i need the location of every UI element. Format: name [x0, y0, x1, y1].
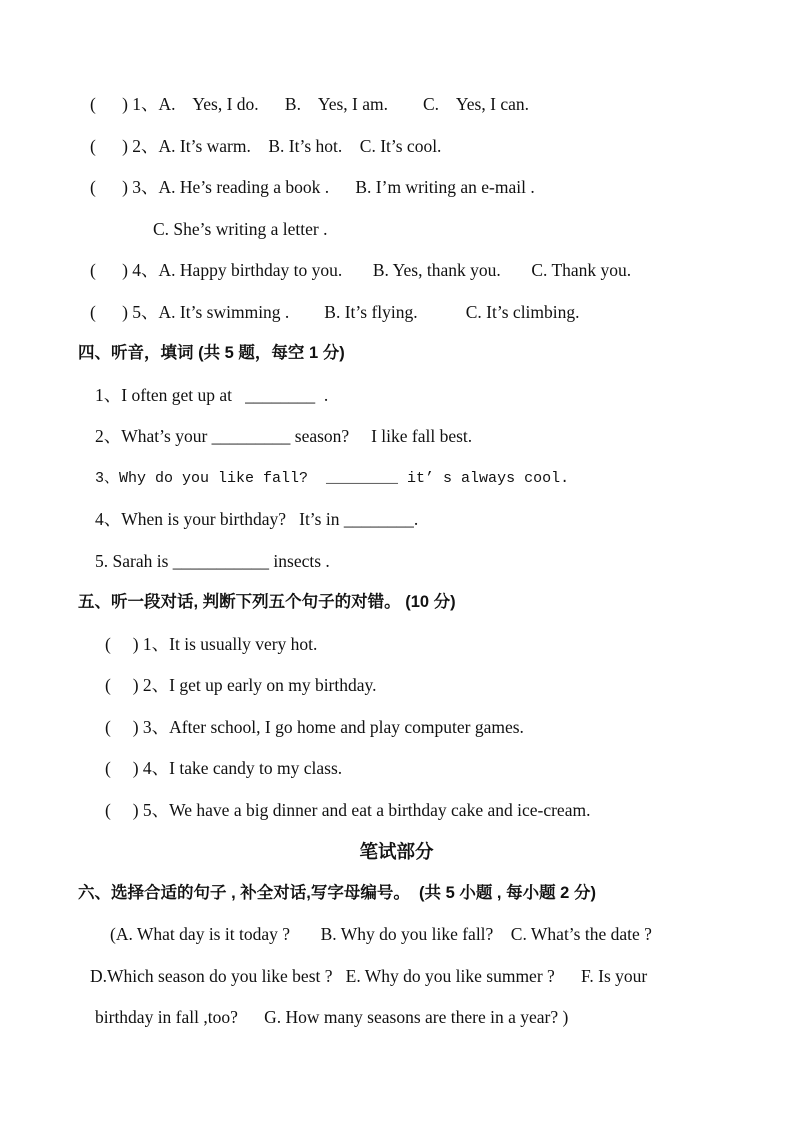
- tf-item-3: ( ) 3、After school, I go home and play computer games.: [105, 716, 524, 737]
- choice-item-2: ( ) 2、A. It’s warm. B. It’s hot. C. It’s cool.: [90, 135, 442, 156]
- section4-heading: 四、听音，填词 (共 5 题，每空 1 分): [78, 344, 345, 362]
- choice-item-4: ( ) 4、A. Happy birthday to you. B. Yes, thank you. C. Thank you.: [90, 260, 632, 280]
- tf-item-1: ( ) 1、It is usually very hot.: [105, 633, 318, 654]
- tf-item-4: ( ) 4、I take candy to my class.: [105, 758, 343, 778]
- listening-choice-section: [0, 84, 793, 333]
- written-part-title: 笔试部分: [359, 841, 434, 862]
- option-bank-line-1: (A. What day is it today ? B. Why do you like fall? C. What’s the date ?: [110, 924, 652, 944]
- choice-item-3: ( ) 3、A. He’s reading a book . B. I’m writing an e-mail .: [90, 177, 535, 197]
- choice-item-3-option-c: C. She’s writing a letter .: [153, 218, 328, 239]
- choice-item-5: ( ) 5、A. It’s swimming . B. It’s flying. C. It’s climbing.: [90, 301, 580, 322]
- fill-item-3: 3、Why do you like fall? ________ it’ s always cool.: [95, 469, 570, 487]
- fill-item-5: 5. Sarah is ___________ insects .: [95, 550, 330, 571]
- fill-item-1: 1、I often get up at ________ .: [95, 384, 329, 405]
- fill-in-words-section: [0, 333, 793, 582]
- option-bank-line-3: birthday in fall ,too? G. How many seasons are there in a year? ): [95, 1007, 569, 1027]
- true-false-section: [0, 582, 793, 831]
- section6-heading: 六、选择合适的句子 , 补全对话,写字母编号。 (共 5 小题 , 每小题 2 分): [78, 883, 596, 902]
- complete-dialogue-section: [0, 873, 793, 1039]
- fill-item-2: 2、What’s your _________ season? I like fall best.: [95, 426, 473, 446]
- tf-item-5: ( ) 5、We have a big dinner and eat a birthday cake and ice-cream.: [105, 799, 591, 820]
- tf-item-2: ( ) 2、I get up early on my birthday.: [105, 675, 377, 695]
- fill-item-4: 4、When is your birthday? It’s in ________.: [95, 509, 419, 529]
- section5-heading: 五、听一段对话, 判断下列五个句子的对错。 (10 分): [78, 593, 456, 611]
- choice-item-1: ( ) 1、A. Yes, I do. B. Yes, I am. C. Yes, I can.: [90, 94, 529, 114]
- option-bank-line-2: D.Which season do you like best ? E. Why do you like summer ? F. Is your: [90, 965, 648, 986]
